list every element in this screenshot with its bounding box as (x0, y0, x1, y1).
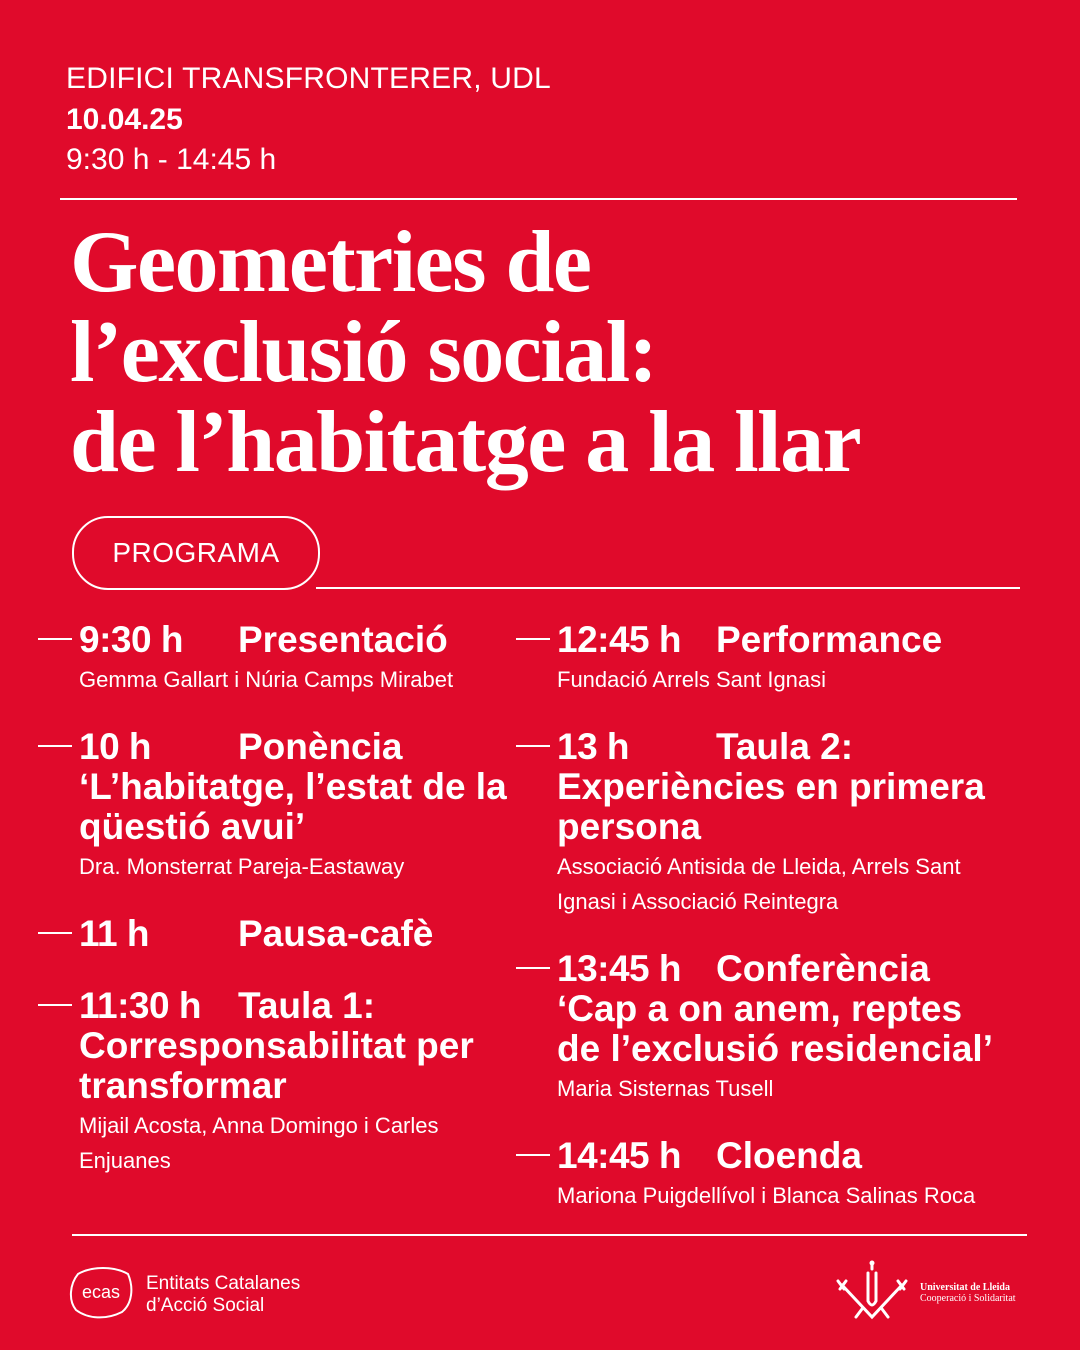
udl-name-line-2: Cooperació i Solidaritat (920, 1293, 1016, 1304)
schedule-subtitle-line-2: transformar (79, 1065, 287, 1106)
schedule-people-line-1: Mijail Acosta, Anna Domingo i Carles (79, 1113, 439, 1138)
schedule-time: 12:45 h (557, 619, 682, 660)
schedule-time: 11:30 h (79, 985, 201, 1026)
schedule-title: Performance (716, 619, 943, 660)
schedule-subtitle-line-1: Corresponsabilitat per (79, 1025, 474, 1066)
event-date: 10.04.25 (66, 103, 183, 136)
schedule-item-presentacio (79, 620, 549, 697)
schedule-item-pausa-cafe (79, 914, 549, 954)
title-line-3: de l’habitatge a la llar (70, 394, 861, 491)
schedule-people: Dra. Monsterrat Pareja-Eastaway (79, 854, 405, 879)
header-divider (60, 198, 1017, 200)
schedule-title: Taula 2: (716, 726, 854, 767)
dash-marker (38, 1004, 72, 1006)
schedule-people: Fundació Arrels Sant Ignasi (557, 667, 827, 692)
schedule-subtitle-line-2: persona (557, 806, 701, 847)
schedule-people-line-1: Associació Antisida de Lleida, Arrels Sant (557, 854, 961, 879)
schedule-people: Mariona Puigdellívol i Blanca Salinas Roca (557, 1183, 976, 1208)
udl-name (920, 1282, 1016, 1304)
schedule-subtitle-line-1: ‘Cap a on anem, reptes (557, 988, 963, 1029)
schedule-item-ponencia (79, 727, 549, 884)
schedule-people-line-2: Ignasi i Associació Reintegra (557, 889, 839, 914)
venue-text: EDIFICI TRANSFRONTERER, UDL (66, 62, 551, 95)
dash-marker (516, 745, 550, 747)
dash-marker (516, 967, 550, 969)
schedule-time: 9:30 h (79, 619, 183, 660)
schedule-subtitle-line-2: de l’exclusió residencial’ (557, 1028, 993, 1069)
ecas-logo (68, 1264, 134, 1320)
schedule-item-performance (557, 620, 1027, 697)
schedule-item-cloenda (557, 1136, 1027, 1213)
schedule-title: Ponència (238, 726, 403, 767)
program-badge: PROGRAMA (72, 516, 320, 590)
dash-marker (38, 745, 72, 747)
page-title (70, 214, 1030, 491)
schedule-subtitle-line-2: qüestió avui’ (79, 806, 306, 847)
ecas-name-line-2: d’Acció Social (146, 1295, 265, 1316)
dash-marker (38, 638, 72, 640)
schedule-people: Gemma Gallart i Núria Camps Mirabet (79, 667, 454, 692)
program-divider (316, 587, 1020, 589)
ecas-name (146, 1273, 300, 1317)
dash-marker (38, 932, 72, 934)
event-time-range: 9:30 h - 14:45 h (66, 143, 277, 176)
udl-emblem-icon (832, 1259, 912, 1323)
ecas-name-line-1: Entitats Catalanes (146, 1273, 301, 1294)
schedule-time: 14:45 h (557, 1135, 682, 1176)
schedule-item-taula-1 (79, 986, 549, 1178)
schedule-subtitle-line-1: ‘L’habitatge, l’estat de la (79, 766, 507, 807)
schedule-item-taula-2 (557, 727, 1027, 919)
schedule-title: Taula 1: (238, 985, 376, 1026)
udl-name-line-1: Universitat de Lleida (920, 1282, 1010, 1293)
dash-marker (516, 638, 550, 640)
schedule-time: 13:45 h (557, 948, 682, 989)
schedule-title: Cloenda (716, 1135, 862, 1176)
schedule-subtitle-line-1: Experiències en primera (557, 766, 985, 807)
schedule-item-conferencia (557, 949, 1027, 1106)
schedule-title: Presentació (238, 619, 448, 660)
ecas-logo-text: ecas (81, 1282, 121, 1302)
schedule-title: Conferència (716, 948, 930, 989)
footer-divider (72, 1234, 1027, 1236)
schedule-people: Maria Sisternas Tusell (557, 1076, 774, 1101)
dash-marker (516, 1154, 550, 1156)
schedule-title: Pausa-cafè (238, 913, 434, 954)
schedule-time: 11 h (79, 913, 149, 954)
schedule-time: 10 h (79, 726, 152, 767)
title-line-2: l’exclusió social: (70, 304, 657, 401)
schedule-time: 13 h (557, 726, 630, 767)
title-line-1: Geometries de (70, 214, 591, 311)
schedule-people-line-2: Enjuanes (79, 1148, 171, 1173)
